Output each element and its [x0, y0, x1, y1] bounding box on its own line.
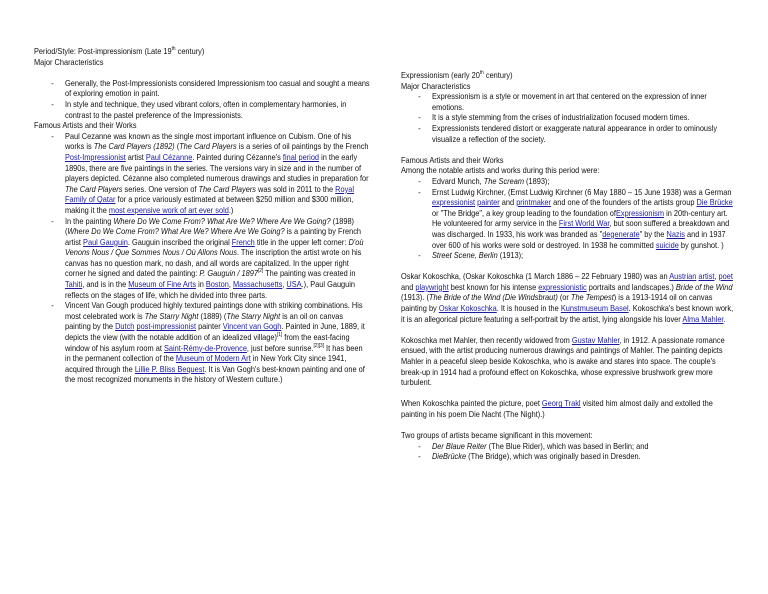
- link-most-expensive-work[interactable]: most expensive work of art ever sold: [108, 204, 229, 215]
- link-paul-cezanne[interactable]: Paul Cézanne: [145, 151, 193, 162]
- period-heading: Period/Style: Post-impressionism (Late 19th century): [34, 46, 205, 56]
- left-column: [34, 46, 370, 385]
- right-column: [401, 70, 737, 462]
- link-playwright[interactable]: playwright: [415, 281, 449, 292]
- list-item: - Expressionism is a style or movement in art that centered on the expression of inner emotions.: [401, 91, 737, 112]
- link-poet[interactable]: poet: [718, 271, 733, 282]
- footnote-ref[interactable]: [2][3]: [313, 342, 325, 349]
- major-characteristics-heading: Major Characteristics: [34, 56, 104, 67]
- list-item: - DieBrücke (The Bridge), which was originally based in Dresden.: [401, 451, 737, 462]
- link-nazis[interactable]: Nazis: [666, 228, 685, 239]
- link-massachusetts[interactable]: Massachusetts: [233, 279, 283, 290]
- link-oskar-kokoschka[interactable]: Oskar Kokoschka: [438, 303, 497, 314]
- artists-list: [401, 176, 737, 261]
- link-austrian[interactable]: Austrian: [669, 271, 697, 282]
- link-painter[interactable]: painter: [477, 197, 500, 208]
- list-item-street-scene: - Street Scene, Berlin (1913);: [401, 250, 737, 261]
- list-item-kirchner: - Ernst Ludwig Kirchner, (Ernst Ludwig Kirchner (6 May 1880 – 15 June 1938) was a German expressionist painter and printmaker and one of the founders of the artists group Die Brücke or "The Bridge", a key group leading to the foundation ofExpressionism in 20th-century art. He volunteered for army service in the First World War, but soon suffered a breakdown and was discharged. In 1933, his work was branded as "degenerate" by the Nazis and in 1937 over 600 of his works were sold or destroyed. In 1938 he committed suicide by gunshot. ): [401, 187, 737, 251]
- link-french[interactable]: French: [231, 236, 255, 247]
- link-museum-of-modern-art[interactable]: Museum of Modern Art: [175, 353, 251, 364]
- link-saint-remy[interactable]: Saint-Rémy-de-Provence: [163, 342, 247, 353]
- list-item-cezanne: - Paul Cezanne was known as the single most important influence on Cubism. One of his works is The Card Players (1892) (The Card Players is a series of oil paintings by the French Post-Impressionist artist Paul Cézanne. Painted during Cézanne's final period in the early 1890s, there are five paintings in the series. The versions vary in size and in the number of players depicted. Cézanne also completed numerous drawings and studies in preparation for The Card Players series. One version of The Card Players was sold in 2011 to the Royal Family of Qatar for a price variously estimated at between $250 million and $300 million, making it the most expensive work of art ever sold.): [34, 131, 370, 216]
- link-gustav-mahler[interactable]: Gustav Mahler: [571, 334, 620, 345]
- link-degenerate[interactable]: degenerate: [602, 228, 640, 239]
- among-intro: Among the notable artists and works during this period were:: [401, 165, 600, 176]
- link-die-brucke[interactable]: Die Brücke: [696, 197, 733, 208]
- link-royal-family-of-qatar[interactable]: Royal Family of Qatar: [64, 183, 355, 205]
- link-printmaker[interactable]: printmaker: [516, 197, 552, 208]
- list-item-gauguin: - In the painting Where Do We Come From? What Are We? Where Are We Going? (1898) (Where Do We Come From? What Are We? Where Are We Going? is a painting by French artist Paul Gauguin. Gauguin inscribed the original French title in the upper left corner: D'où Venons Nous / Que Sommes Nous / Où Allons Nous. The inscription the artist wrote on his canvas has no question mark, no dash, and all words are capitalized. In the upper right corner he signed and dated the painting: P. Gauguin / 1897[2] The painting was created in Tahiti, and is in the Museum of Fine Arts in Boston, Massachusetts, USA.), Paul Gauguin reflects on the stages of life, which he divided into three parts.: [34, 216, 370, 301]
- link-georg-trakl[interactable]: Georg Trakl: [541, 398, 581, 409]
- link-museum-of-fine-arts[interactable]: Museum of Fine Arts: [128, 279, 197, 290]
- link-first-world-war[interactable]: First World War: [558, 218, 610, 229]
- link-final-period[interactable]: final period: [282, 151, 320, 162]
- famous-artists-heading: Famous Artists and their Works: [34, 120, 137, 131]
- list-item-munch: - Edvard Munch, The Scream (1893);: [401, 176, 737, 187]
- characteristics-list: [34, 78, 370, 120]
- link-tahiti[interactable]: Tahiti: [64, 279, 83, 290]
- list-item: - In style and technique, they used vibrant colors, often in complementary harmonies, in contrast to the pastel preference of the Impressionists.: [34, 99, 370, 120]
- link-expressionistic[interactable]: expressionistic: [538, 281, 587, 292]
- link-suicide[interactable]: suicide: [655, 239, 679, 250]
- link-dutch[interactable]: Dutch: [115, 321, 135, 332]
- link-boston[interactable]: Boston: [205, 279, 229, 290]
- list-item: - It is a style stemming from the crises of industrialization focused modern times.: [401, 112, 737, 123]
- link-expressionist[interactable]: expressionist: [431, 197, 476, 208]
- major-characteristics-heading: Major Characteristics: [401, 80, 471, 91]
- link-vincent-van-gogh[interactable]: Vincent van Gogh: [222, 321, 282, 332]
- list-item-vangogh: - Vincent Van Gough produced highly textured paintings done with striking combinations. His most celebrated work is The Starry Night (1889) (The Starry Night is an oil on canvas painting by the Dutch post-impressionist painter Vincent van Gogh. Painted in June, 1889, it depicts the view (with the notable addition of an idealized village)[1] from the east-facing window of his asylum room at Saint-Rémy-de-Provence, just before sunrise.[2][3] It has been in the permanent collection of the Museum of Modern Art in New York City since 1941, acquired through the Lillie P. Bliss Bequest. It is Van Gogh's best-known painting and one of the most recognized monuments in the history of Western culture.): [34, 300, 370, 385]
- link-paul-gauguin[interactable]: Paul Gauguin: [83, 236, 128, 247]
- trakl-paragraph: When Kokoschka painted the picture, poet Georg Trakl visited him almost daily and extolled the painting in his poem Die Nacht (The Night).): [401, 398, 713, 419]
- period-heading: Expressionism (early 20th century): [401, 70, 513, 80]
- artists-list: [34, 131, 370, 385]
- link-post-impressionist-2[interactable]: post-impressionist: [136, 321, 197, 332]
- list-item: - Der Blaue Reiter (The Blue Rider), which was based in Berlin; and: [401, 441, 737, 452]
- link-kunstmuseum-basel[interactable]: Kunstmuseum Basel: [560, 303, 629, 314]
- kokoschka-paragraph: Oskar Kokoschka, (Oskar Kokoschka (1 March 1886 – 22 February 1980) was an Austrian artist, poet and playwright best known for his intense expressionistic portraits and landscapes.) Bride of the Wind (1913). (The Bride of the Wind (Die Windsbraut) (or The Tempest) is a 1913-1914 oil on canvas painting by Oskar Kokoschka. It is housed in the Kunstmuseum Basel. Kokoschka's best known work, it is an allegorical picture featuring a self-portrait by the artist, lying alongside his lover Alma Mahler.: [401, 271, 734, 324]
- list-item: - Expressionists tendered distort or exaggerate natural appearance in order to ominously visualize a reflection of the society.: [401, 123, 737, 144]
- link-post-impressionist[interactable]: Post-Impressionist: [64, 151, 126, 162]
- famous-artists-heading: Famous Artists and their Works: [401, 154, 504, 165]
- mahler-paragraph: Kokoschka met Mahler, then recently widowed from Gustav Mahler, in 1912. A passionate romance ensued, with the artist producing numerous drawings and paintings of Mahler. The painting depicts Mahler in a peaceful sleep beside Kokoschka, who is awake and stares into space. The couple's break-up in 1914 had a profound effect on Kokoschka, whose expressive brushwork grew more turbulent.: [401, 334, 725, 388]
- footnote-ref[interactable]: [2]: [257, 268, 264, 275]
- footnote-ref[interactable]: [1]: [276, 332, 283, 339]
- list-item: - Generally, the Post-Impressionists considered Impressionism too casual and sought a means of exploring emotion in paint.: [34, 78, 370, 99]
- groups-intro: Two groups of artists became significant in this movement:: [401, 430, 593, 441]
- link-artist[interactable]: artist: [698, 271, 715, 282]
- link-alma-mahler[interactable]: Alma Mahler: [682, 313, 724, 324]
- characteristics-list: [401, 91, 737, 144]
- link-expressionism[interactable]: Expressionism: [615, 207, 665, 218]
- link-lillie-bliss-bequest[interactable]: Lillie P. Bliss Bequest: [134, 363, 205, 374]
- link-usa[interactable]: USA: [286, 279, 302, 290]
- groups-list: [401, 441, 737, 462]
